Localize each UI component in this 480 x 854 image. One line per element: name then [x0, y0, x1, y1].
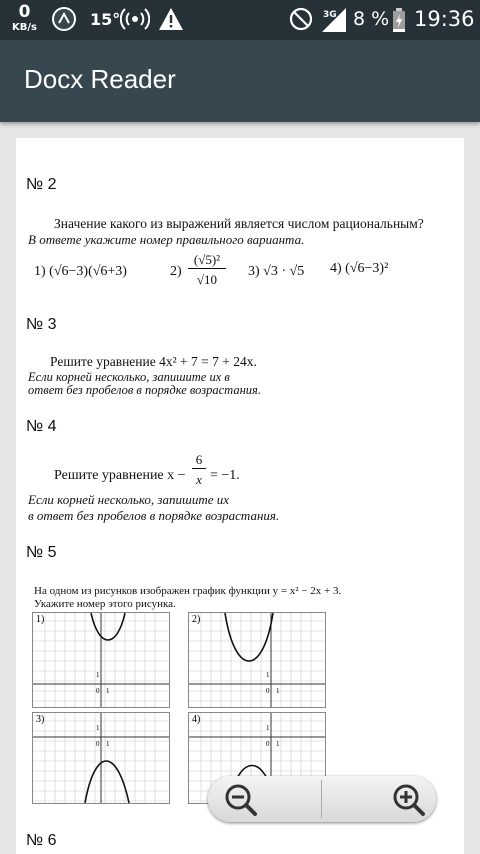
- question-5-text: На одном из рисунков изображен график функции y = x² − 2x + 3.: [34, 585, 342, 597]
- zoom-out-button[interactable]: [208, 776, 322, 822]
- question-2-option-2-number: 2): [170, 264, 182, 279]
- graph-1-label: 1): [36, 614, 45, 625]
- weather-temp: 15°: [90, 10, 121, 29]
- question-2-option-4: 4) (√6−3)²: [330, 261, 389, 276]
- graph-3-y-tick: 1: [96, 724, 100, 732]
- question-2-instruction: В ответе укажите номер правильного варианта.: [28, 232, 305, 247]
- question-2-option-1: 1) (√6−3)(√6+3): [34, 264, 127, 279]
- graph-3-x-tick: 1: [106, 740, 110, 748]
- network-speed-unit: KB/s: [12, 22, 37, 33]
- question-4-equation-prefix: Решите уравнение x −: [54, 468, 186, 483]
- question-4-fraction-numerator: 6: [192, 452, 206, 469]
- graph-4-y-tick: 1: [266, 724, 270, 732]
- graph-option-1: [32, 612, 170, 708]
- status-bar: [0, 0, 480, 40]
- graph-4-label: 4): [192, 714, 201, 725]
- question-4-instruction-2: в ответ без пробелов в порядке возрастания.: [28, 508, 280, 523]
- question-3-instruction-1: Если корней несколько, запишите их в: [28, 370, 230, 384]
- network-speed: [12, 4, 37, 33]
- graph-3-origin: 0: [96, 740, 100, 748]
- network-speed-value: 0: [18, 2, 31, 22]
- network-type: 3G: [323, 10, 337, 20]
- question-3-text: Решите уравнение 4x² + 7 = 7 + 24x.: [50, 354, 257, 369]
- question-2-option-3: 3) √3 · √5: [248, 264, 305, 279]
- graph-1-x-tick: 1: [106, 687, 110, 695]
- question-4-number: № 4: [26, 418, 57, 435]
- clock: 19:36: [414, 7, 475, 31]
- graph-2-x-tick: 1: [276, 687, 280, 695]
- question-5-number: № 5: [26, 544, 57, 561]
- question-4-fraction-denominator: x: [196, 472, 202, 487]
- warning-icon: [158, 6, 184, 36]
- hotspot-icon: [120, 6, 150, 36]
- graph-4-x-tick: 1: [276, 740, 280, 748]
- do-not-disturb-icon: [288, 6, 314, 36]
- graph-1-y-tick: 1: [96, 671, 100, 679]
- question-2-number: № 2: [26, 176, 57, 193]
- graph-2-origin: 0: [266, 687, 270, 695]
- question-2-option-2-numerator: (√5)²: [188, 252, 226, 269]
- question-4-instruction-1: Если корней несколько, запишите их: [28, 492, 229, 507]
- graph-option-3: [32, 712, 170, 804]
- graph-3-label: 3): [36, 714, 45, 725]
- question-2-text: Значение какого из выражений является числом рациональным?: [54, 216, 424, 231]
- document-page[interactable]: [16, 138, 464, 854]
- graph-4-origin: 0: [266, 740, 270, 748]
- zoom-in-icon: [322, 776, 436, 822]
- question-5-instruction: Укажите номер этого рисунка.: [34, 598, 176, 610]
- question-3-instruction-2: ответ без пробелов в порядке возрастания.: [28, 383, 261, 397]
- zoom-controls: [208, 776, 436, 822]
- graph-2-label: 2): [192, 614, 201, 625]
- app-title: Docx Reader: [24, 64, 176, 94]
- graph-1-origin: 0: [96, 687, 100, 695]
- question-2-option-2-denominator: √10: [196, 272, 218, 287]
- question-3-number: № 3: [26, 316, 57, 333]
- question-6-number: № 6: [26, 832, 57, 849]
- graph-option-2: [188, 612, 326, 708]
- zoom-out-icon: [208, 776, 322, 822]
- question-4-equation-suffix: = −1.: [210, 468, 240, 483]
- zoom-in-button[interactable]: [322, 776, 436, 822]
- signal-icon: [320, 6, 348, 38]
- battery-charging-icon: [392, 8, 406, 36]
- app-notification-icon: [52, 7, 76, 31]
- graph-2-y-tick: 1: [266, 671, 270, 679]
- app-bar: [0, 40, 480, 122]
- battery-percent: 8 %: [353, 8, 390, 30]
